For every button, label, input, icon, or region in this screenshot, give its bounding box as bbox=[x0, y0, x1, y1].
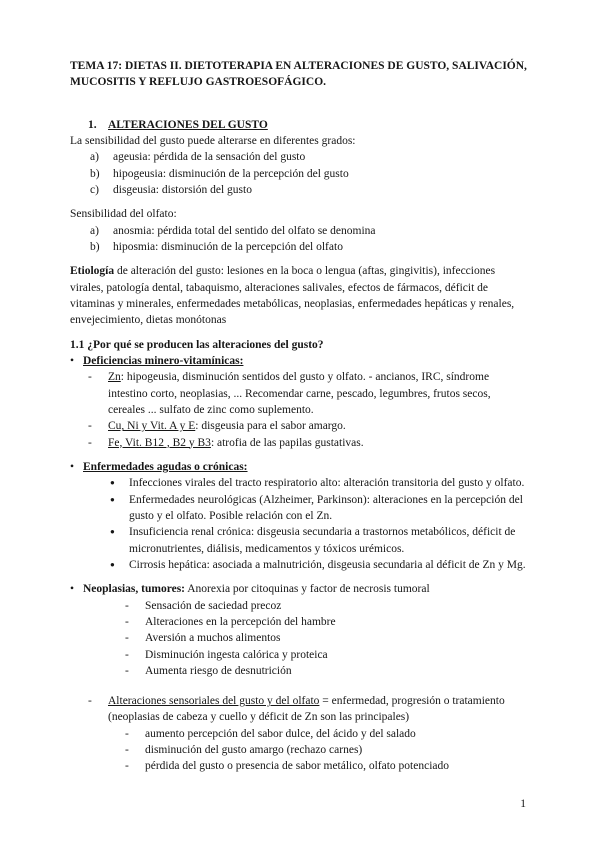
deficiencias-heading: Deficiencias minero-vitamínicas: bbox=[83, 354, 244, 367]
dash-marker: - bbox=[88, 371, 92, 384]
dash-marker: - bbox=[125, 664, 129, 677]
neoplasias-heading-rest: Anorexia por citoquinas y factor de necrosis tumoral bbox=[185, 583, 430, 596]
list-item-text: Enfermedades neurológicas (Alzheimer, Parkinson): alteraciones en la percepción del gusto y el olfato. Posible relación con el Zn. bbox=[129, 493, 523, 522]
list-item bbox=[125, 726, 530, 742]
list-item-text bbox=[108, 369, 530, 418]
smell-intro: Sensibilidad del olfato: bbox=[70, 208, 177, 221]
page-number: 1 bbox=[520, 797, 526, 810]
list-item-text: disgeusia: distorsión del gusto bbox=[113, 183, 252, 196]
list-item bbox=[125, 647, 530, 663]
term-description: = enfermedad, progresión o tratamiento (neoplasias de cabeza y cuello y déficit de Zn son las principales) bbox=[108, 695, 505, 724]
list-item-text: disminución del gusto amargo (rechazo carnes) bbox=[145, 744, 363, 757]
dash-marker: - bbox=[125, 744, 129, 757]
list-item-text bbox=[108, 693, 530, 726]
list-item bbox=[90, 166, 530, 182]
etiology-lead: Etiología bbox=[70, 265, 115, 278]
list-item bbox=[125, 742, 530, 758]
list-marker: a) bbox=[90, 151, 99, 164]
list-item-text: ageusia: pérdida de la sensación del gusto bbox=[113, 151, 306, 164]
list-item bbox=[90, 149, 530, 165]
smell-list bbox=[70, 223, 530, 256]
list-item bbox=[110, 475, 530, 491]
dash-marker: - bbox=[125, 615, 129, 628]
list-marker: c) bbox=[90, 183, 99, 196]
list-item-text: pérdida del gusto o presencia de sabor metálico, olfato potenciado bbox=[145, 760, 450, 773]
neoplasias-heading-line bbox=[83, 581, 430, 597]
dash-marker: - bbox=[125, 632, 129, 645]
bullet-dot-icon: ● bbox=[110, 494, 115, 504]
list-item-text: aumento percepción del sabor dulce, del ácido y del salado bbox=[145, 727, 416, 740]
list-item bbox=[110, 492, 530, 525]
term-description: : atrofia de las papilas gustativas. bbox=[210, 436, 364, 449]
list-item bbox=[125, 614, 530, 630]
list-item-text: Aumenta riesgo de desnutrición bbox=[145, 664, 292, 677]
list-item-text: Cirrosis hepática: asociada a malnutrición, disgeusia secundaria al déficit de Zn y Mg. bbox=[129, 558, 526, 571]
dash-marker: - bbox=[88, 695, 92, 708]
bullet-marker: • bbox=[70, 460, 75, 473]
term-underlined: Cu, Ni y Vit. A y E bbox=[108, 420, 196, 433]
section-title: ALTERACIONES DEL GUSTO bbox=[108, 118, 268, 131]
taste-degrees-list bbox=[70, 149, 530, 198]
bullet-marker: • bbox=[70, 354, 75, 367]
bullet-dot-icon: ● bbox=[110, 559, 115, 569]
enfermedades-list bbox=[70, 475, 530, 573]
taste-intro: La sensibilidad del gusto puede alterarse en diferentes grados: bbox=[70, 134, 356, 147]
dash-marker: - bbox=[125, 648, 129, 661]
list-item bbox=[88, 693, 530, 726]
neoplasias-heading-row bbox=[70, 581, 530, 597]
neoplasias-list bbox=[70, 598, 530, 680]
list-item-text: hiposmia: disminución de la percepción del olfato bbox=[113, 240, 343, 253]
deficiencias-heading-row bbox=[70, 353, 530, 369]
list-item-text: Alteraciones en la percepción del hambre bbox=[145, 615, 336, 628]
list-item-text: Sensación de saciedad precoz bbox=[145, 599, 282, 612]
list-item bbox=[125, 663, 530, 679]
bullet-marker: • bbox=[70, 583, 75, 596]
term-underlined: Alteraciones sensoriales del gusto y del olfato bbox=[108, 695, 320, 708]
list-item-text: hipogeusia: disminución de la percepción del gusto bbox=[113, 167, 349, 180]
etiology-text: de alteración del gusto: lesiones en la boca o lengua (aftas, gingivitis), infecciones virales, patología dental, tabaquismo, alteraciones salivales, efectos de fármacos, déficit de vitaminas y minerales, enfermedades metabólicas, neoplasias, enfermedades hepáticas y renales, envejecimiento, dietas monótonas bbox=[70, 265, 515, 327]
dash-marker: - bbox=[125, 599, 129, 612]
sensoriales-list bbox=[70, 726, 530, 775]
list-item bbox=[90, 239, 530, 255]
list-item bbox=[110, 557, 530, 573]
list-item bbox=[125, 598, 530, 614]
subsection-1-1-heading: 1.1 ¿Por qué se producen las alteraciones del gusto? bbox=[70, 338, 324, 351]
list-item bbox=[125, 758, 530, 774]
list-item-text bbox=[108, 435, 530, 451]
term-underlined: Fe, Vit. B12 , B2 y B3 bbox=[108, 436, 211, 449]
list-item-text: Infecciones virales del tracto respiratorio alto: alteración transitoria del gusto y olfato. bbox=[129, 477, 525, 490]
term-description: : disgeusia para el sabor amargo. bbox=[195, 420, 346, 433]
list-item bbox=[88, 369, 530, 418]
list-item-text: anosmia: pérdida total del sentido del olfato se denomina bbox=[113, 224, 376, 237]
dash-marker: - bbox=[88, 420, 92, 433]
list-item bbox=[110, 524, 530, 557]
dash-marker: - bbox=[125, 727, 129, 740]
enfermedades-heading: Enfermedades agudas o crónicas: bbox=[83, 460, 248, 473]
deficiencias-list bbox=[70, 369, 530, 451]
list-item bbox=[90, 182, 530, 198]
dash-marker: - bbox=[88, 436, 92, 449]
term-underlined: Zn bbox=[108, 371, 121, 384]
list-item-text: Aversión a muchos alimentos bbox=[145, 632, 281, 645]
list-item bbox=[90, 223, 530, 239]
enfermedades-heading-row bbox=[70, 459, 530, 475]
list-item bbox=[88, 435, 530, 451]
list-item-text: Disminución ingesta calórica y proteica bbox=[145, 648, 328, 661]
doc-title: TEMA 17: DIETAS II. DIETOTERAPIA EN ALTERACIONES DE GUSTO, SALIVACIÓN, MUCOSITIS Y REFLUJO GASTROESOFÁGICO. bbox=[70, 60, 527, 89]
etiology-paragraph bbox=[70, 263, 530, 328]
section-1-heading bbox=[70, 117, 530, 133]
sensoriales-block bbox=[70, 693, 530, 726]
list-item-text bbox=[108, 418, 530, 434]
bullet-dot-icon: ● bbox=[110, 478, 115, 488]
bullet-dot-icon: ● bbox=[110, 527, 115, 537]
list-marker: b) bbox=[90, 167, 100, 180]
dash-marker: - bbox=[125, 760, 129, 773]
list-item bbox=[88, 418, 530, 434]
list-item bbox=[125, 630, 530, 646]
list-marker: a) bbox=[90, 224, 99, 237]
term-description: : hipogeusia, disminución sentidos del gusto y olfato. - ancianos, IRC, síndrome intestino corto, neoplasias, ... Recomendar carne, pescado, legumbres, frutos secos, cereales ... sulfato de zinc como suplemento. bbox=[108, 371, 491, 416]
section-number: 1. bbox=[88, 118, 97, 131]
list-marker: b) bbox=[90, 240, 100, 253]
neoplasias-heading: Neoplasias, tumores: bbox=[83, 583, 186, 596]
list-item-text: Insuficiencia renal crónica: disgeusia secundaria a trastornos metabólicos, déficit de micronutrientes, diálisis, medicamentos y tóxicos urémicos. bbox=[129, 526, 516, 555]
